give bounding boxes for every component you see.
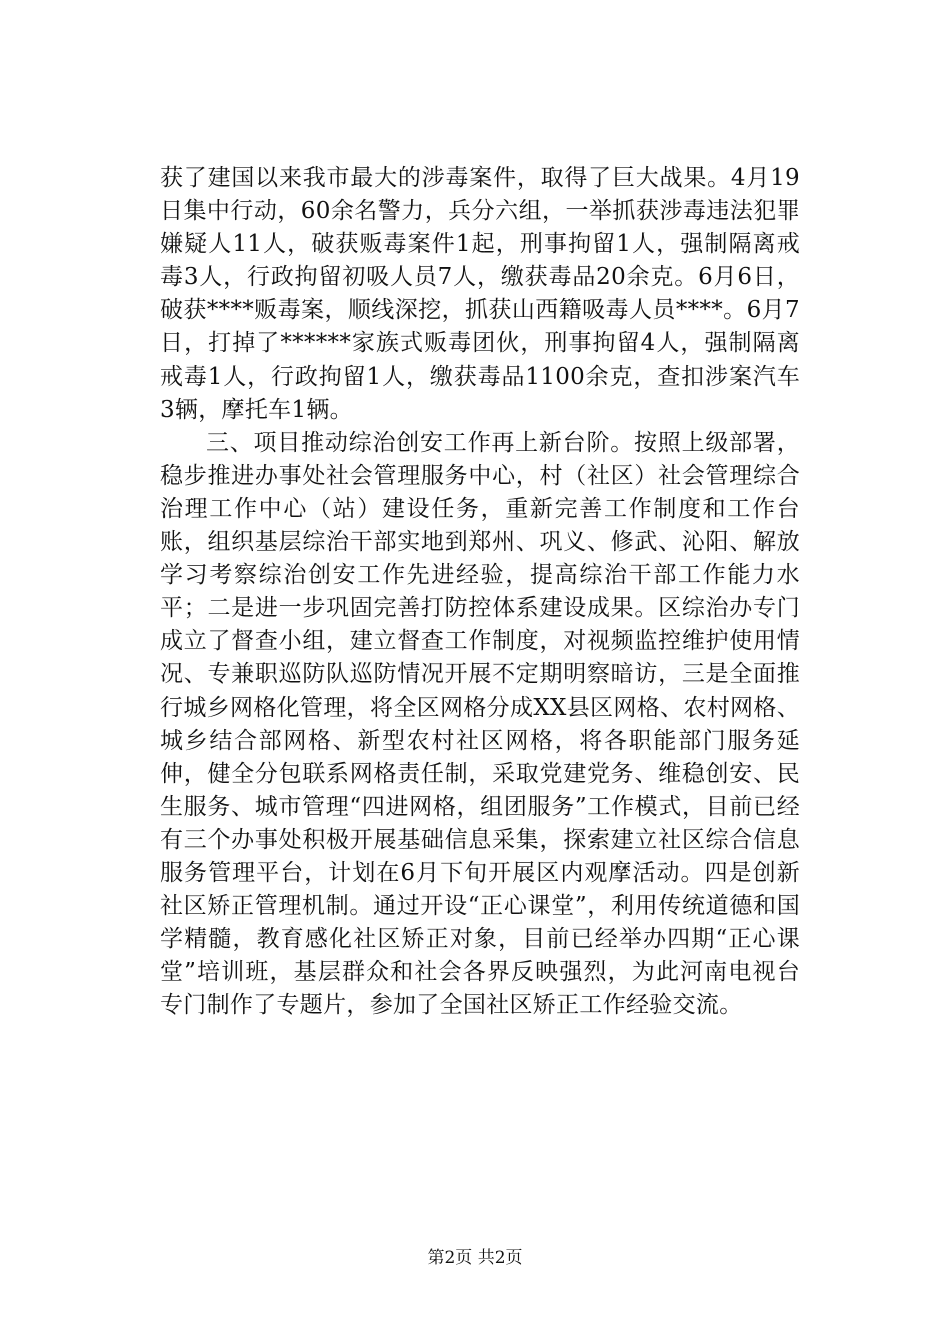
paragraph-continuation: 获了建国以来我市最大的涉毒案件，取得了巨大战果。4月19日集中行动，60余名警力，兵分六组，一举抓获涉毒违法犯罪嫌疑人11人，破获贩毒案件1起，刑事拘留1人，强制隔离戒毒3人，行政拘留初吸人员7人，缴获毒品20余克。6月6日，破获****贩毒案，顺线深挖，抓获山西籍吸毒人员****。6月7日，打掉了******家族式贩毒团伙，刑事拘留4人，强制隔离戒毒1人，行政拘留1人，缴获毒品1100余克，查扣涉案汽车3辆，摩托车1辆。 [160,165,800,423]
document-body [160,162,800,1022]
paragraph-section-three: 三、项目推动综治创安工作再上新台阶。按照上级部署，稳步推进办事处社会管理服务中心，村（社区）社会管理综合治理工作中心（站）建设任务，重新完善工作制度和工作台账，组织基层综治干部实地到郑州、巩义、修武、沁阳、解放学习考察综治创安工作先进经验，提高综治干部工作能力水平；二是进一步巩固完善打防控体系建设成果。区综治办专门成立了督查小组，建立督查工作制度，对视频监控维护使用情况、专兼职巡防队巡防情况开展不定期明察暗访，三是全面推行城乡网格化管理，将全区网格分成XX县区网格、农村网格、城乡结合部网格、新型农村社区网格，将各职能部门服务延伸，健全分包联系网格责任制，采取党建党务、维稳创安、民生服务、城市管理“四进网格，组团服务”工作模式，目前已经有三个办事处积极开展基础信息采集，探索建立社区综合信息服务管理平台，计划在6月下旬开展区内观摩活动。四是创新社区矫正管理机制。通过开设“正心课堂”，利用传统道德和国学精髓，教育感化社区矫正对象，目前已经举办四期“正心课堂”培训班，基层群众和社会各界反映强烈，为此河南电视台专门制作了专题片，参加了全国社区矫正工作经验交流。 [160,429,800,1019]
page-footer: 第2页 共2页 [427,1248,523,1268]
